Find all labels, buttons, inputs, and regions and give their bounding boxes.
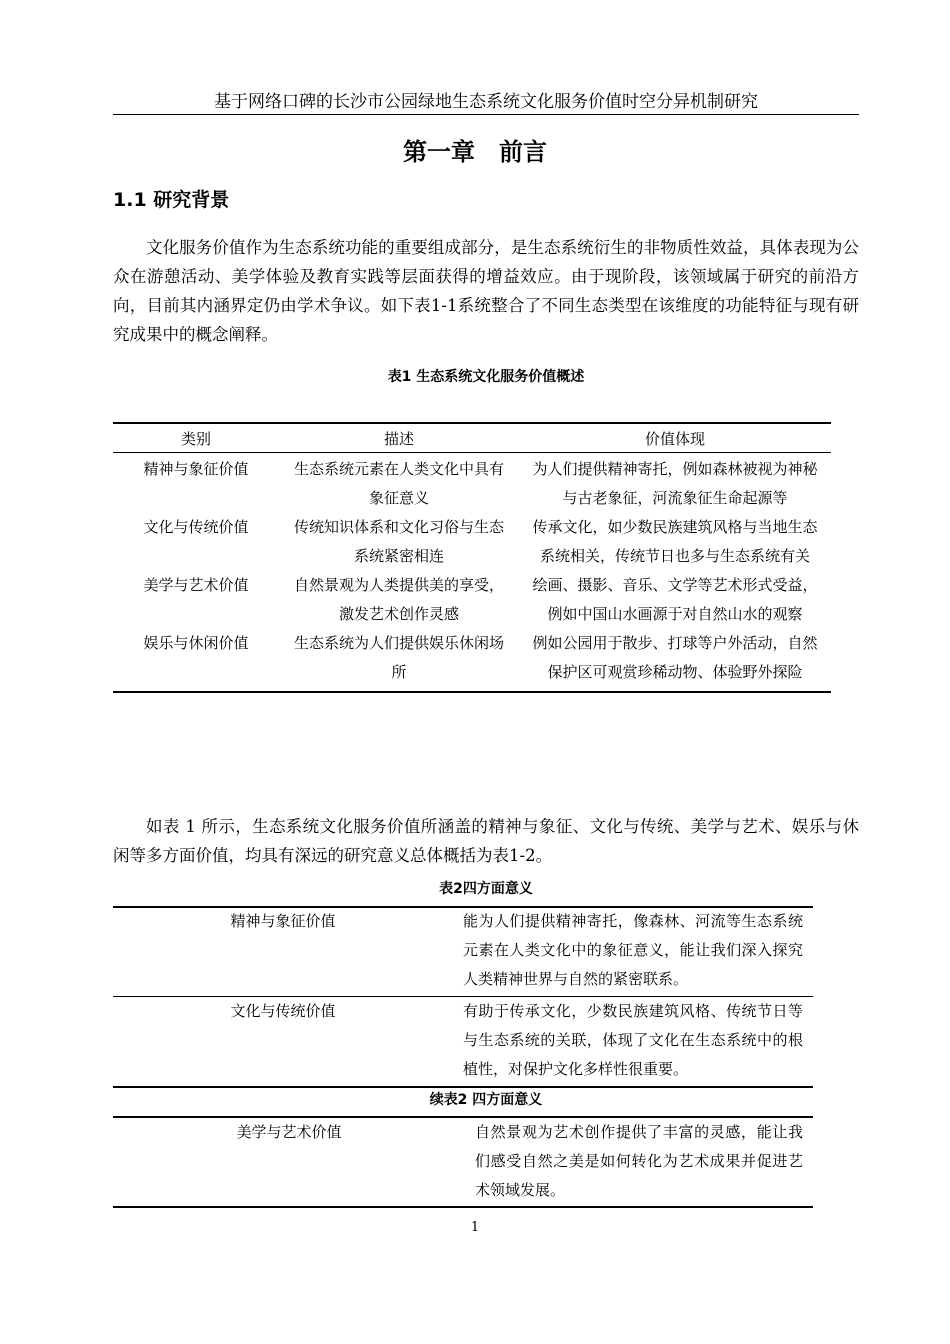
table-2-bottom-rule [113, 1086, 813, 1088]
table-1-header-value: 价值体现 [519, 423, 831, 453]
table-1-cell-description: 生态系统为人们提供娱乐休闲场所 [279, 629, 519, 692]
section-heading: 1.1 研究背景 [113, 189, 230, 211]
table-2-cont-caption: 续表2 四方面意义 [429, 1092, 543, 1108]
paragraph-summary: 如表 1 所示，生态系统文化服务价值所涵盖的精神与象征、文化与传统、美学与艺术、娱乐与休闲等多方面价值，均具有深远的研究意义总体概括为表1-2。 [113, 817, 859, 865]
table-1-cell-category: 文化与传统价值 [143, 518, 249, 536]
chapter-title: 第一章 前言 [403, 138, 547, 166]
table-row [113, 997, 813, 1084]
table-1-cell-category: 娱乐与休闲价值 [113, 629, 279, 692]
table-2-cell-category: 文化与传统价值 [230, 1002, 336, 1020]
table-1-cell-value: 例如公园用于散步、打球等户外活动，自然保护区可观赏珍稀动物、体验野外探险 [519, 629, 831, 692]
table-row [113, 571, 831, 629]
table-2-caption: 表2四方面意义 [439, 881, 533, 897]
table-1-caption: 表1 生态系统文化服务价值概述 [387, 369, 585, 385]
table-1-cell-description: 传统知识体系和文化习俗与生态系统紧密相连 [293, 518, 504, 565]
running-header: 基于网络口碑的长沙市公园绿地生态系统文化服务价值时空分异机制研究 [113, 90, 859, 115]
table-row [113, 453, 831, 514]
table-row [113, 907, 813, 994]
table-2-cell-significance: 能为人们提供精神寄托，像森林、河流等生态系统元素在人类文化中的象征意义，能让我们深入探究人类精神世界与自然的紧密联系。 [463, 912, 803, 988]
table-2-cell-category: 精神与象征价值 [230, 912, 336, 930]
table-2-cell-significance: 有助于传承文化，少数民族建筑风格、传统节日等与生态系统的关联，体现了文化在生态系统中的根植性，对保护文化多样性很重要。 [463, 1002, 803, 1078]
table-2-cell-category: 美学与艺术价值 [236, 1123, 342, 1141]
table-1-cell-category: 美学与艺术价值 [143, 576, 249, 594]
table-1 [113, 422, 831, 693]
table-1-cell-category: 精神与象征价值 [143, 460, 249, 478]
table-row [113, 629, 831, 692]
table-2-second-row [113, 997, 813, 1084]
table-1-cell-value: 为人们提供精神寄托，例如森林被视为神秘与古老象征，河流象征生命起源等 [532, 460, 818, 507]
table-1-cell-value: 传承文化，如少数民族建筑风格与当地生态系统相关，传统节日也多与生态系统有关 [532, 518, 818, 565]
table-1-cell-value: 绘画、摄影、音乐、文学等艺术形式受益，例如中国山水画源于对自然山水的观察 [532, 576, 818, 623]
table-1-header-row [113, 423, 831, 453]
table-2-cell-significance: 自然景观为艺术创作提供了丰富的灵感，能让我们感受自然之美是如何转化为艺术成果并促进艺术领域发展。 [475, 1123, 803, 1199]
table-row [113, 1118, 813, 1205]
table-2-continued [113, 1118, 813, 1205]
table-2 [113, 907, 813, 994]
table-1-header-category: 类别 [113, 423, 279, 453]
page-number: 1 [470, 1220, 480, 1235]
paragraph-intro: 文化服务价值作为生态系统功能的重要组成部分，是生态系统衍生的非物质性效益，具体表现为公众在游憩活动、美学体验及教育实践等层面获得的增益效应。由于现阶段，该领域属于研究的前沿方向，目前其内涵界定仍由学术争议。如下表1-1系统整合了不同生态类型在该维度的功能特征与现有研究成果中的概念阐释。 [113, 238, 859, 344]
table-row [113, 513, 831, 571]
table-1-cell-description: 自然景观为人类提供美的享受，激发艺术创作灵感 [293, 576, 504, 623]
table-1-header-description: 描述 [279, 423, 519, 453]
table-2-cont-bottom-rule [113, 1206, 813, 1208]
table-1-cell-description: 生态系统元素在人类文化中具有象征意义 [293, 460, 504, 507]
